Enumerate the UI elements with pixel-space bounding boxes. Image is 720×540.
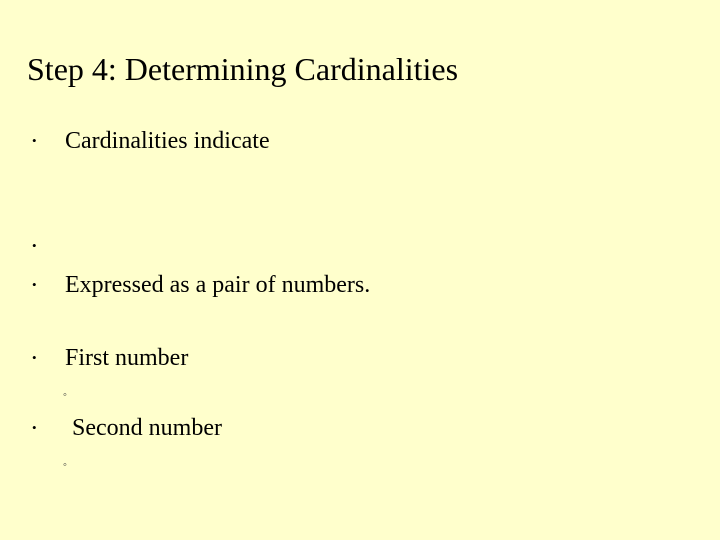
- bullet-icon: •: [32, 350, 37, 365]
- bullet-icon: •: [32, 420, 37, 435]
- bullet-text: First number: [65, 345, 189, 371]
- bullet-text: Expressed as a pair of numbers.: [65, 272, 371, 298]
- bullet-icon: •: [32, 133, 37, 148]
- bullet-icon: •: [32, 238, 37, 253]
- bullet-text: Cardinalities indicate: [65, 128, 270, 154]
- slide-title: Step 4: Determining Cardinalities: [27, 51, 459, 87]
- sub-bullet-icon: ◦: [63, 389, 67, 401]
- bullet-text: Second number: [72, 415, 222, 441]
- sub-bullet-icon: ◦: [63, 459, 67, 471]
- bullet-icon: •: [32, 277, 37, 292]
